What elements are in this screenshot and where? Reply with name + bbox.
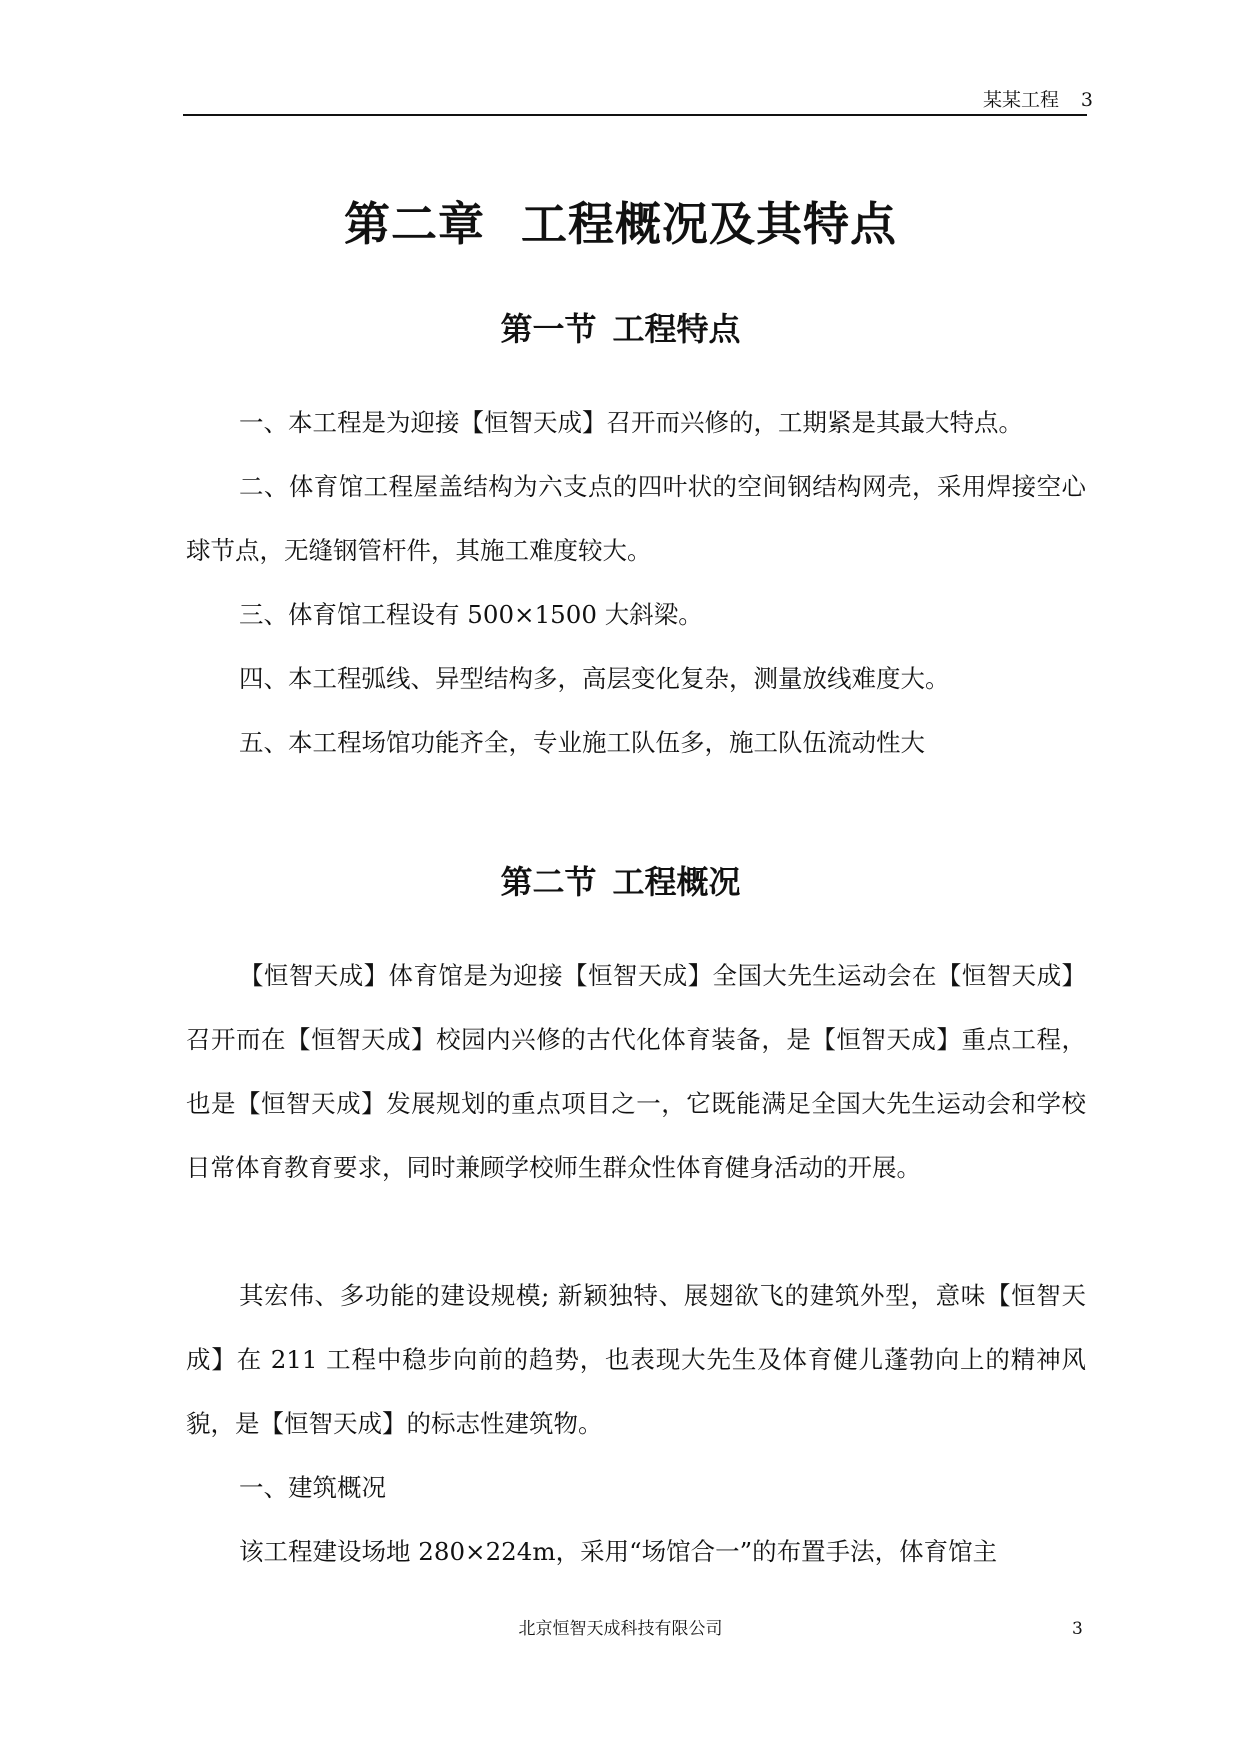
paragraph: 一、本工程是为迎接【恒智天成】召开而兴修的，工期紧是其最大特点。 — [239, 408, 1023, 437]
section-title-1 — [0, 309, 1241, 349]
header-page-number: 3 — [1080, 89, 1093, 111]
footer-page-number: 3 — [1072, 1619, 1083, 1639]
chapter-name: 工程概况及其特点 — [521, 197, 897, 251]
paragraph: 【恒智天成】体育馆是为迎接【恒智天成】全国大先生运动会在【恒智天成】召开而在【恒智天成】校园内兴修的古代化体育装备，是【恒智天成】重点工程，也是【恒智天成】发展规划的重点项目之一，它既能满足全国大先生运动会和学校日常体育教育要求，同时兼顾学校师生群众性体育健身活动的开展。 — [186, 961, 1086, 1182]
subheading: 一、建筑概况 — [239, 1473, 386, 1502]
paragraph: 其宏伟、多功能的建设规模; 新颖独特、展翅欲飞的建筑外型，意味【恒智天成】在 211 工程中稳步向前的趋势，也表现大先生及体育健儿蓬勃向上的精神风貌，是【恒智天成】的标志性建筑物。 — [186, 1281, 1086, 1438]
section-number: 第一节 — [500, 310, 597, 348]
section-name: 工程概况 — [612, 863, 741, 901]
chapter-number: 第二章 — [344, 197, 485, 251]
paragraph: 该工程建设场地 280×224m，采用“场馆合一”的布置手法，体育馆主 — [239, 1537, 998, 1566]
paragraph: 二、体育馆工程屋盖结构为六支点的四叶状的空间钢结构网壳，采用焊接空心球节点，无缝钢管杆件，其施工难度较大。 — [186, 472, 1086, 565]
footer-company: 北京恒智天成科技有限公司 — [518, 1619, 723, 1639]
section-name: 工程特点 — [612, 310, 741, 348]
header-rule — [183, 114, 1087, 116]
section-title-2 — [0, 862, 1241, 902]
page-header — [183, 86, 1097, 116]
paragraph: 三、体育馆工程设有 500×1500 大斜梁。 — [239, 600, 703, 629]
section-number: 第二节 — [500, 863, 597, 901]
paragraph: 五、本工程场馆功能齐全，专业施工队伍多，施工队伍流动性大 — [239, 728, 925, 757]
chapter-title — [0, 196, 1241, 252]
paragraph: 四、本工程弧线、异型结构多，高层变化复杂，测量放线难度大。 — [239, 664, 950, 693]
header-title: 某某工程 — [982, 89, 1059, 111]
